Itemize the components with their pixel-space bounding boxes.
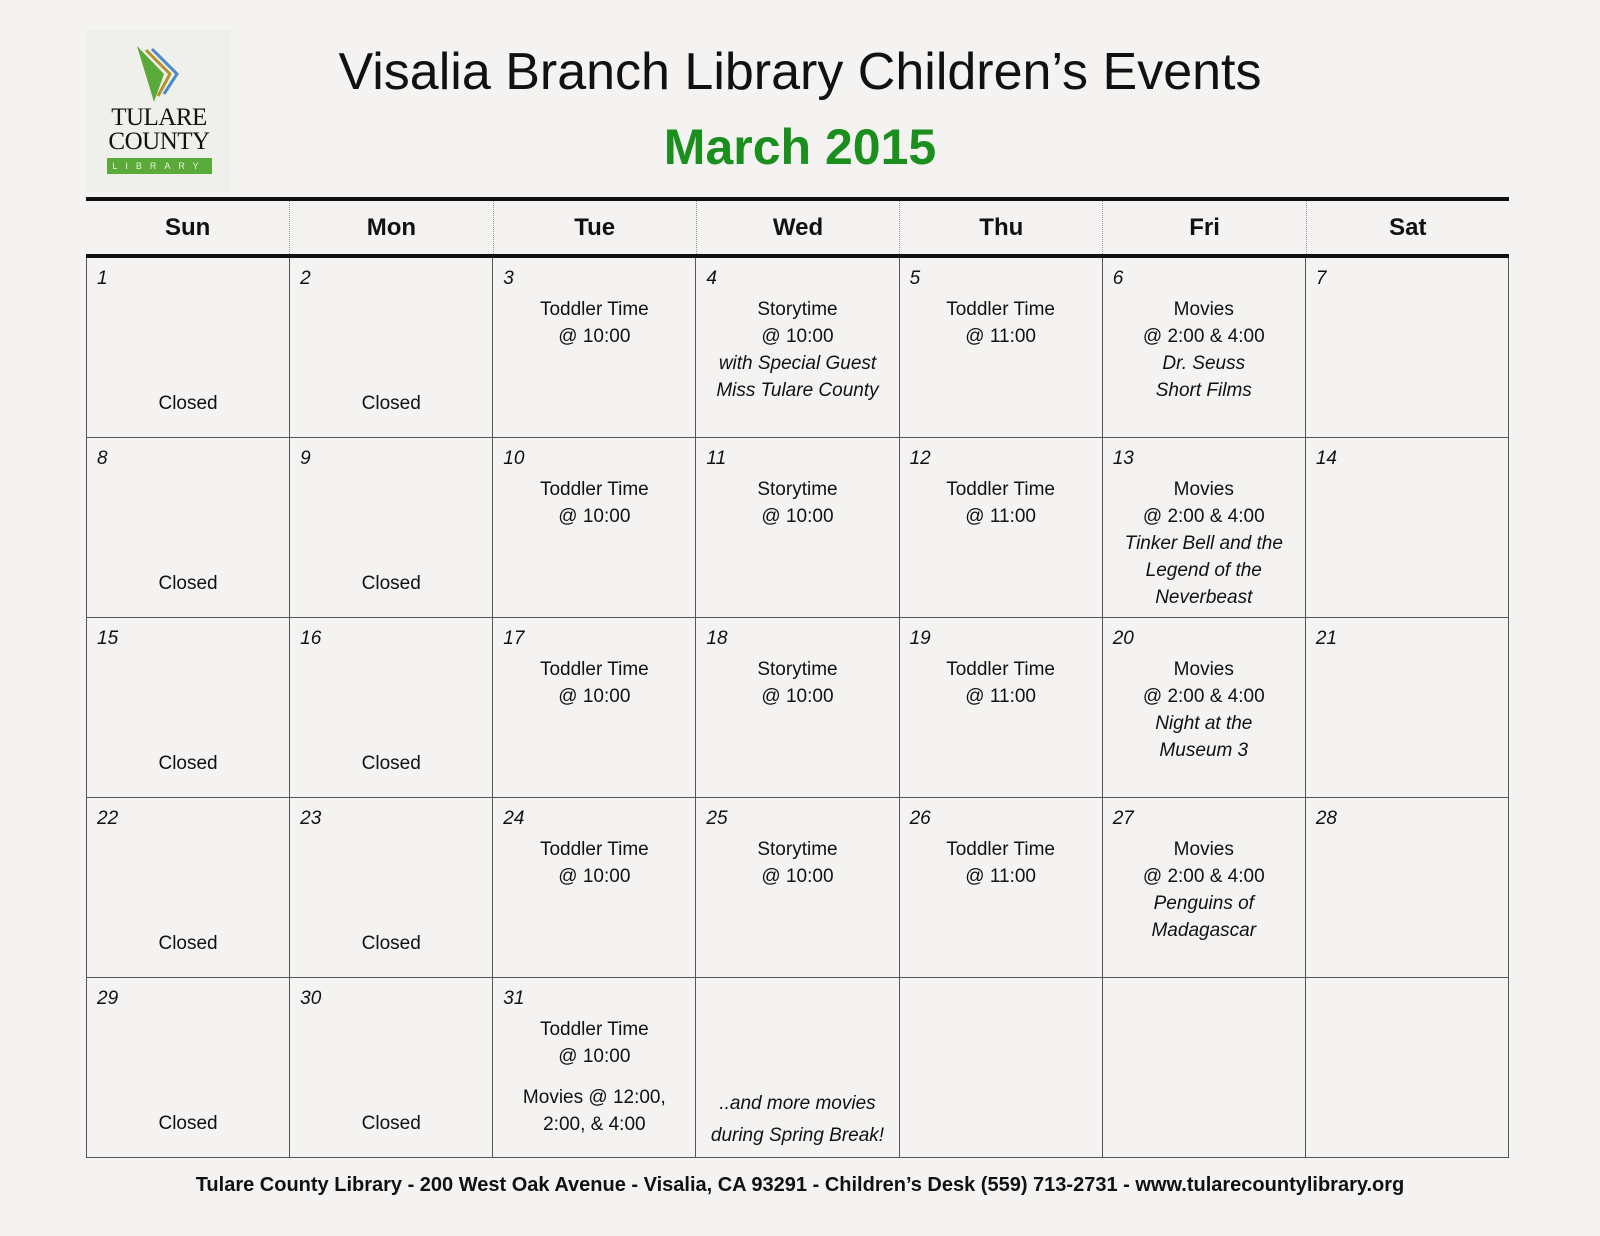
- day-number: 4: [706, 268, 717, 289]
- day-number: 1: [97, 268, 108, 289]
- calendar-day-cell: [696, 258, 899, 438]
- day-number: 22: [97, 808, 119, 829]
- event-line: Tinker Bell and the: [1124, 533, 1283, 554]
- calendar-day-cell: [1103, 978, 1306, 1158]
- event-line: Legend of the: [1145, 560, 1262, 581]
- day-number: 21: [1315, 628, 1337, 649]
- footer-contact: Tulare County Library - 200 West Oak Avenue - Visalia, CA 93291 - Children’s Desk (559) 713-2731 - www.tularecountylibrary.org: [195, 1174, 1405, 1196]
- calendar-day-cell: [1103, 618, 1306, 798]
- event-line: Night at the: [1155, 713, 1253, 734]
- calendar-day-cell: [900, 438, 1103, 618]
- event-line: @ 11:00: [965, 686, 1036, 707]
- day-number: 7: [1315, 268, 1327, 289]
- month-title: March 2015: [663, 119, 937, 175]
- event-line: @ 10:00: [558, 326, 631, 347]
- calendar-day-cell: [1103, 438, 1306, 618]
- event-info: [900, 656, 1102, 710]
- day-number: 18: [706, 628, 728, 649]
- closed-label: Closed: [361, 573, 421, 594]
- event-line: Toddler Time: [946, 659, 1056, 680]
- event-line: during Spring Break!: [710, 1125, 885, 1146]
- day-number: 28: [1315, 808, 1337, 829]
- day-number: 2: [300, 268, 311, 289]
- weekday-label: Mon: [289, 201, 492, 254]
- day-number: 25: [706, 808, 728, 829]
- event-line: @ 11:00: [965, 866, 1036, 887]
- event-info: [900, 476, 1102, 530]
- day-number: 3: [503, 268, 514, 289]
- event-info: [696, 656, 898, 710]
- calendar-day-cell: [290, 978, 493, 1158]
- event-line: @ 10:00: [761, 326, 834, 347]
- event-line: Toddler Time: [946, 479, 1056, 500]
- event-line: Madagascar: [1151, 920, 1257, 941]
- event-info: [696, 476, 898, 530]
- calendar-day-cell: [900, 258, 1103, 438]
- event-line: @ 2:00 & 4:00: [1142, 866, 1265, 887]
- day-number: 15: [97, 628, 119, 649]
- day-number: 31: [503, 988, 525, 1009]
- event-info: [493, 1016, 695, 1138]
- day-number: 11: [706, 448, 727, 469]
- event-line: Penguins of: [1153, 893, 1254, 914]
- event-line: Storytime: [757, 299, 838, 320]
- event-line: Toddler Time: [539, 299, 649, 320]
- event-line: @ 11:00: [965, 326, 1036, 347]
- calendar-day-cell: [696, 618, 899, 798]
- event-line: Short Films: [1155, 380, 1252, 401]
- event-line: 2:00, & 4:00: [543, 1114, 646, 1135]
- day-number: 27: [1112, 808, 1134, 829]
- event-info: [493, 656, 695, 710]
- event-line: Toddler Time: [539, 479, 649, 500]
- event-line: Toddler Time: [539, 659, 649, 680]
- event-line: Toddler Time: [539, 1019, 649, 1040]
- closed-label: Closed: [361, 1113, 421, 1134]
- calendar-day-cell: [1103, 258, 1306, 438]
- logo-text: TULARE COUNTY: [108, 104, 210, 155]
- event-line: Movies: [1173, 479, 1234, 500]
- day-number: 30: [300, 988, 322, 1009]
- closed-label: Closed: [158, 393, 218, 414]
- calendar-day-cell: [900, 798, 1103, 978]
- calendar-day-cell: [87, 618, 290, 798]
- calendar-day-cell: [900, 978, 1103, 1158]
- calendar-day-cell: [1306, 798, 1509, 978]
- event-line: @ 11:00: [965, 506, 1036, 527]
- event-line: Toddler Time: [946, 299, 1056, 320]
- calendar-day-cell: [696, 978, 899, 1158]
- calendar-day-cell: [87, 258, 290, 438]
- event-info: [1103, 296, 1305, 404]
- event-line: Museum 3: [1159, 740, 1249, 761]
- day-number: 29: [97, 988, 119, 1009]
- event-line: @ 10:00: [761, 866, 834, 887]
- calendar-day-cell: [493, 618, 696, 798]
- calendar-day-cell: [1306, 258, 1509, 438]
- day-number: 20: [1112, 628, 1134, 649]
- weekday-label: Fri: [1102, 201, 1305, 254]
- day-number: 12: [909, 448, 931, 469]
- calendar-day-cell: [1306, 438, 1509, 618]
- calendar-day-cell: [290, 798, 493, 978]
- event-line: @ 10:00: [761, 686, 834, 707]
- event-info: [900, 296, 1102, 350]
- calendar-day-cell: [493, 798, 696, 978]
- day-number: 24: [503, 808, 525, 829]
- weekday-label: Sat: [1306, 201, 1509, 254]
- event-line: ..and more movies: [719, 1093, 876, 1114]
- day-number: 13: [1112, 448, 1134, 469]
- logo-library-band: LIBRARY: [107, 158, 212, 174]
- event-line: Movies @ 12:00,: [522, 1087, 666, 1108]
- event-info: [1103, 476, 1305, 611]
- weekday-label: Wed: [696, 201, 899, 254]
- day-number: 16: [300, 628, 322, 649]
- day-number: 5: [909, 268, 921, 289]
- weekday-header: [86, 201, 1509, 258]
- calendar-day-cell: [696, 798, 899, 978]
- day-number: 6: [1112, 268, 1124, 289]
- weekday-label: Sun: [164, 214, 211, 241]
- calendar-day-cell: [87, 438, 290, 618]
- weekday-label: Tue: [493, 201, 696, 254]
- event-line: Storytime: [757, 659, 838, 680]
- event-info: [696, 1088, 898, 1152]
- day-number: 19: [909, 628, 931, 649]
- calendar-day-cell: [87, 798, 290, 978]
- event-line: Neverbeast: [1155, 587, 1253, 608]
- event-line: Movies: [1173, 839, 1234, 860]
- closed-label: Closed: [361, 393, 421, 414]
- event-line: with Special Guest: [718, 353, 877, 374]
- calendar-day-cell: [290, 438, 493, 618]
- closed-label: Closed: [361, 933, 421, 954]
- calendar-day-cell: [696, 438, 899, 618]
- event-line: @ 2:00 & 4:00: [1142, 686, 1265, 707]
- calendar-day-cell: [1306, 978, 1509, 1158]
- calendar-day-cell: [87, 978, 290, 1158]
- event-line: Storytime: [757, 839, 838, 860]
- day-number: 26: [909, 808, 931, 829]
- event-info: [900, 836, 1102, 890]
- calendar-day-cell: [290, 618, 493, 798]
- day-number: 8: [97, 448, 108, 469]
- event-line: @ 10:00: [558, 1046, 631, 1067]
- event-info: [1103, 656, 1305, 764]
- event-line: Toddler Time: [946, 839, 1056, 860]
- day-number: 9: [300, 448, 311, 469]
- event-line: @ 10:00: [558, 506, 631, 527]
- calendar-day-cell: [1103, 798, 1306, 978]
- event-line: Dr. Seuss: [1162, 353, 1246, 374]
- day-number: 10: [503, 448, 525, 469]
- event-line: @ 10:00: [558, 866, 631, 887]
- weekday-label: Thu: [899, 201, 1102, 254]
- day-number: 23: [300, 808, 322, 829]
- calendar-day-cell: [493, 978, 696, 1158]
- event-line: @ 2:00 & 4:00: [1142, 506, 1265, 527]
- event-line: Miss Tulare County: [716, 380, 879, 401]
- event-info: [493, 296, 695, 350]
- event-line: @ 2:00 & 4:00: [1142, 326, 1265, 347]
- event-info: [696, 296, 898, 404]
- calendar-day-cell: [1306, 618, 1509, 798]
- closed-label: Closed: [158, 573, 218, 594]
- event-line: Movies: [1173, 659, 1234, 680]
- event-info: [696, 836, 898, 890]
- event-line: @ 10:00: [558, 686, 631, 707]
- calendar-day-cell: [493, 258, 696, 438]
- event-line: Storytime: [757, 479, 838, 500]
- page-title: Visalia Branch Library Children’s Events: [338, 43, 1262, 101]
- event-line: @ 10:00: [761, 506, 834, 527]
- closed-label: Closed: [158, 753, 218, 774]
- day-number: 17: [503, 628, 525, 649]
- closed-label: Closed: [361, 753, 421, 774]
- day-number: 14: [1315, 448, 1337, 469]
- calendar-day-cell: [493, 438, 696, 618]
- event-info: [1103, 836, 1305, 944]
- event-line: Movies: [1173, 299, 1234, 320]
- event-info: [493, 836, 695, 890]
- closed-label: Closed: [158, 1113, 218, 1134]
- calendar: [86, 197, 1509, 1158]
- calendar-day-cell: [900, 618, 1103, 798]
- event-line: Toddler Time: [539, 839, 649, 860]
- event-info: [493, 476, 695, 530]
- calendar-grid: [86, 258, 1509, 1158]
- closed-label: Closed: [158, 933, 218, 954]
- calendar-day-cell: [290, 258, 493, 438]
